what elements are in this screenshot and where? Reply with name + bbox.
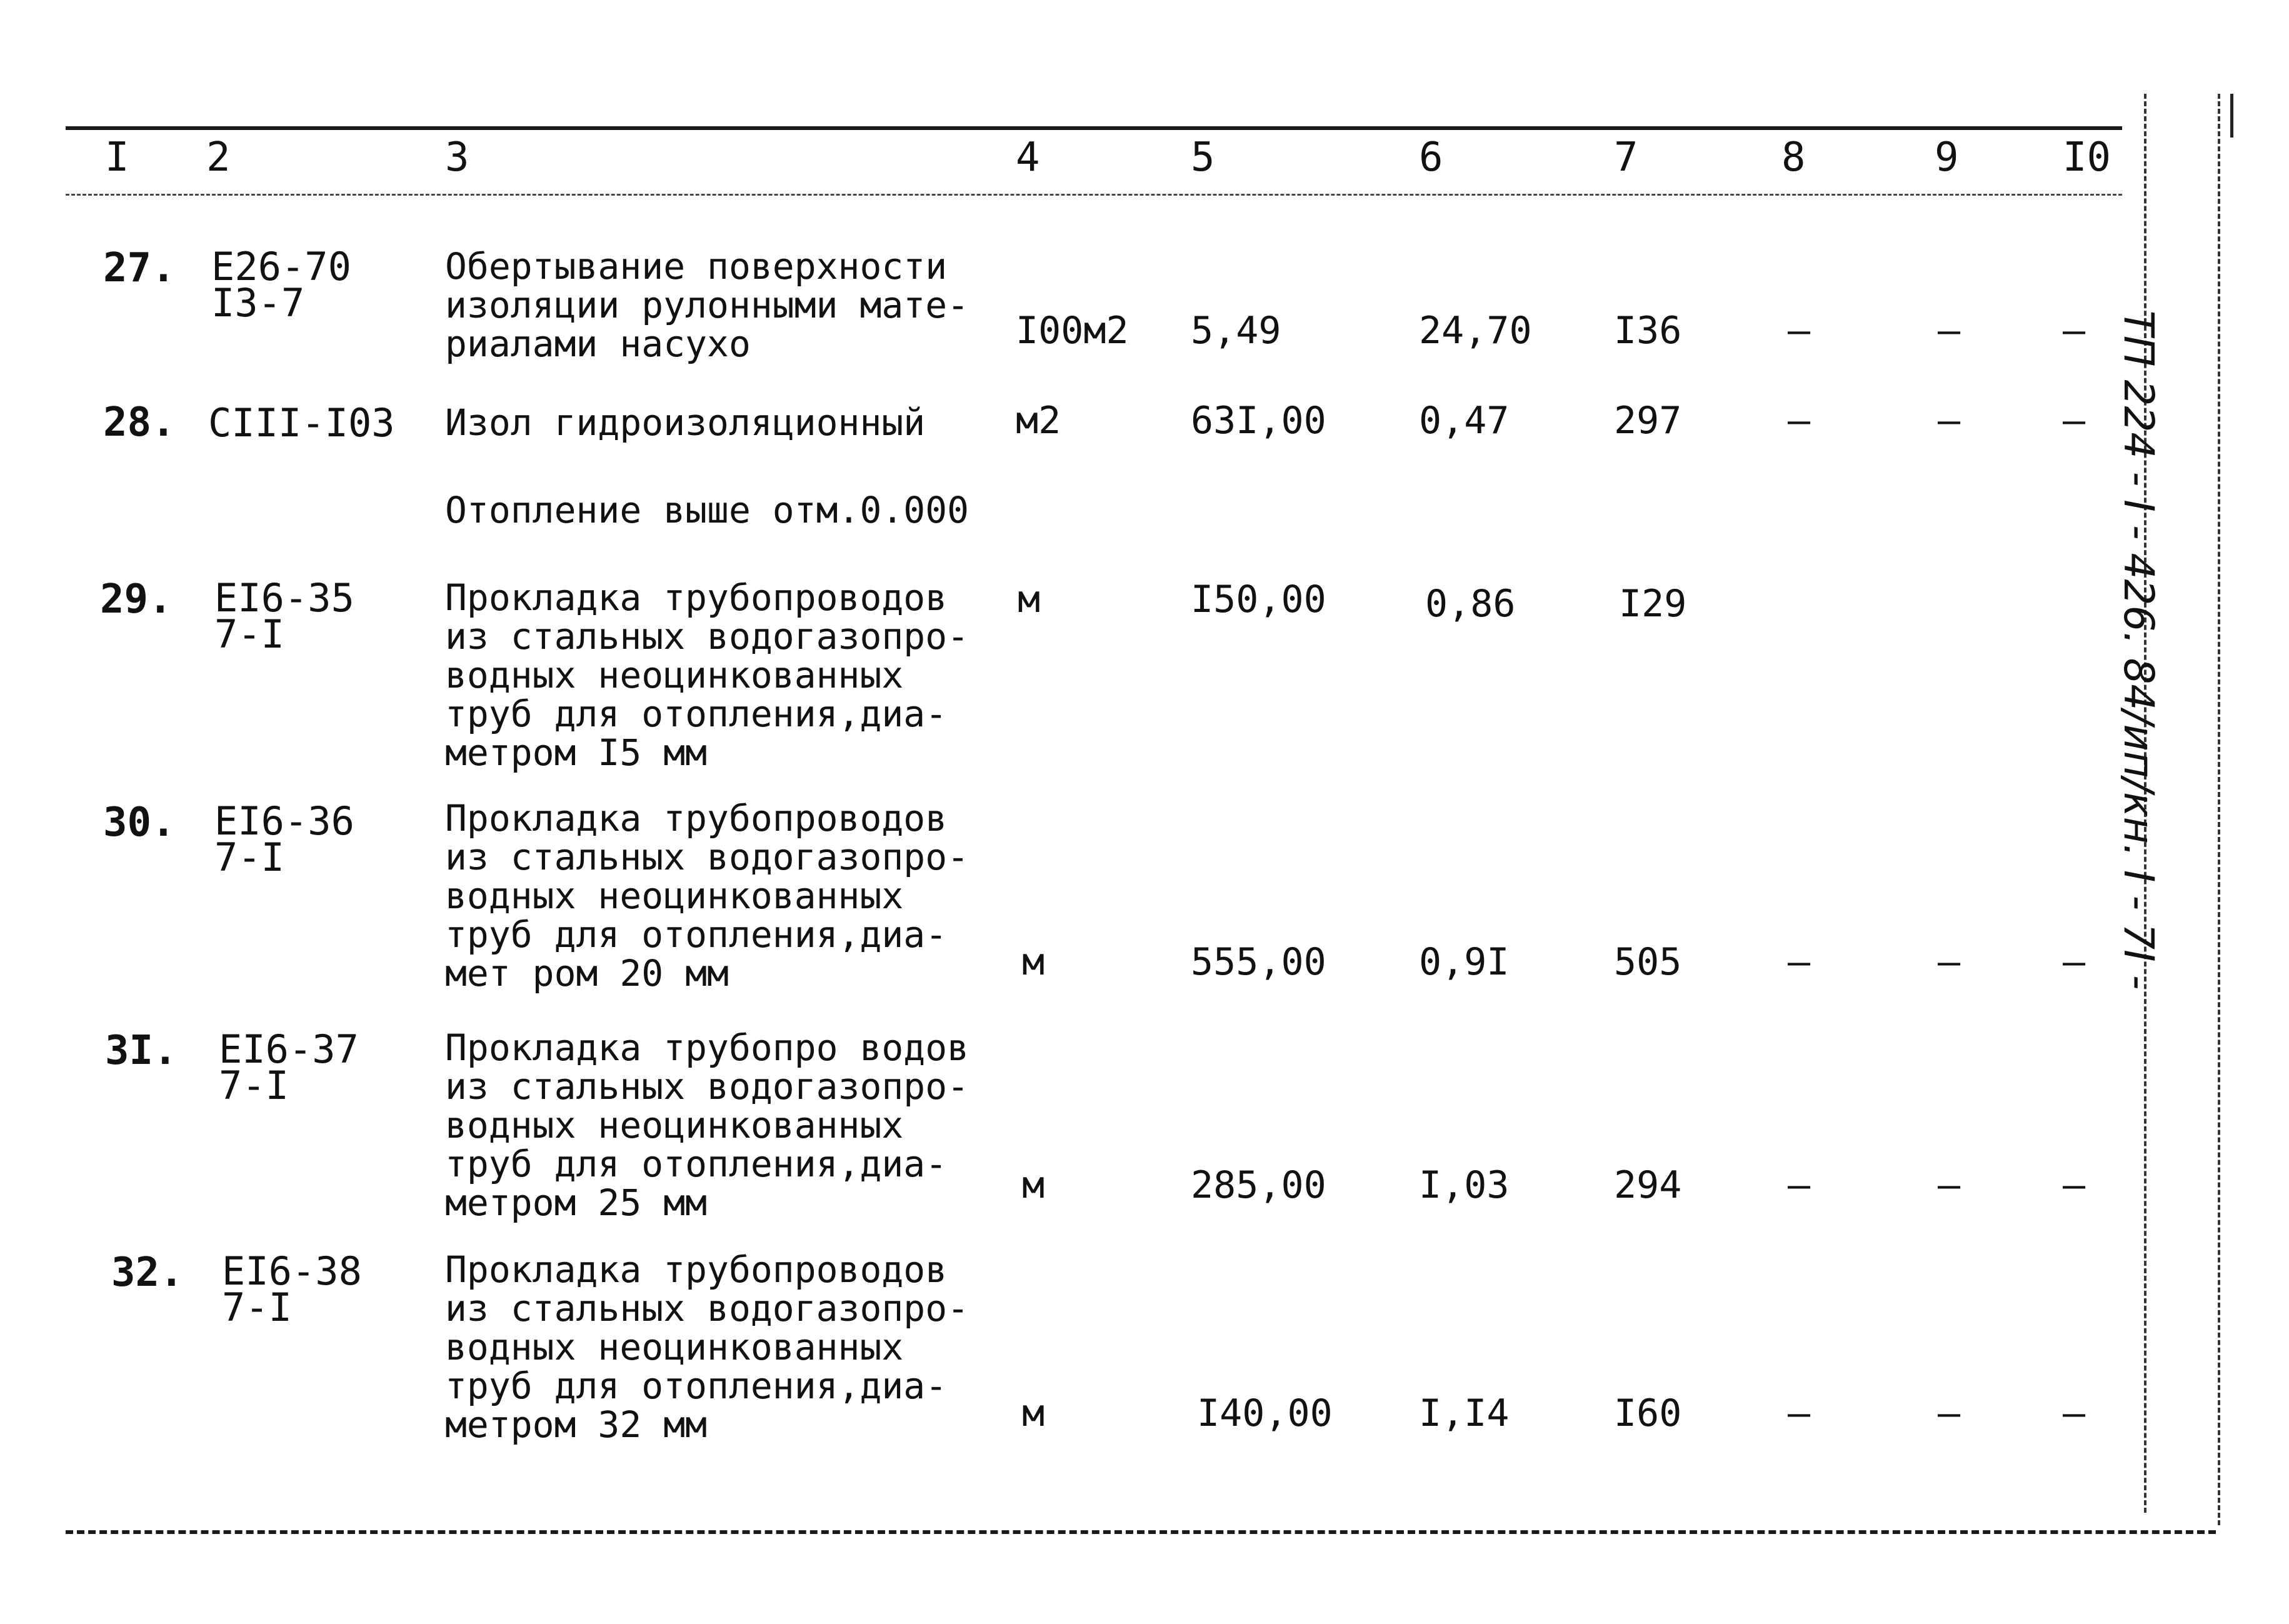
col9-value: – <box>1938 399 1961 443</box>
col8-value: – <box>1788 309 1811 353</box>
row-number: 3I. <box>105 1028 178 1074</box>
quantity: 63I,00 <box>1191 399 1326 443</box>
unit: I00м2 <box>1016 309 1129 353</box>
total: 505 <box>1614 940 1682 984</box>
work-description: Прокладка трубопроводов из стальных водогазопро- водных неоцинкованных труб для отопления,диа- метром 32 мм <box>445 1248 969 1446</box>
total: I36 <box>1614 309 1682 353</box>
row-number: 32. <box>111 1250 184 1296</box>
total: I60 <box>1614 1391 1682 1435</box>
unit: м <box>1022 940 1045 984</box>
col8-value: – <box>1788 940 1811 984</box>
work-description: Прокладка трубопроводов из стальных водогазопро- водных неоцинкованных труб для отопления,диа- метром I5 мм <box>445 576 969 774</box>
norm-code: EI6-37 7-I <box>219 1026 359 1108</box>
col10-value: – <box>2063 1163 2086 1207</box>
norm-code: CIII-I03 <box>208 400 395 446</box>
row-number: 27. <box>103 245 176 291</box>
norm-code: EI6-38 7-I <box>222 1248 362 1330</box>
col10-value: – <box>2063 1391 2086 1435</box>
col10-value: – <box>2063 309 2086 353</box>
col8-value: – <box>1788 399 1811 443</box>
row-number: 29. <box>100 576 173 623</box>
section-heading: Отопление выше отм.0.000 <box>445 489 969 531</box>
col9-value: – <box>1938 1163 1961 1207</box>
col-header-8: 8 <box>1781 134 1806 181</box>
unit-price: 0,86 <box>1425 582 1516 626</box>
unit: м2 <box>1016 399 1061 443</box>
norm-code: EI6-35 7-I <box>214 575 354 657</box>
unit: м <box>1018 578 1041 621</box>
unit-price: I,03 <box>1419 1163 1510 1207</box>
unit-price: I,I4 <box>1419 1391 1510 1435</box>
document-code-stamp: ТП 224 - I - 426. 84/ип/кн. I - 7I - <box>2115 310 2163 990</box>
unit-price: 0,47 <box>1419 399 1510 443</box>
quantity: 5,49 <box>1191 309 1281 353</box>
unit-price: 0,9I <box>1419 940 1510 984</box>
quantity: 555,00 <box>1191 940 1326 984</box>
col-header-3: 3 <box>445 134 469 181</box>
work-description: Прокладка трубопроводов из стальных водогазопро- водных неоцинкованных труб для отопления,диа- мет ром 20 мм <box>445 797 969 995</box>
margin-tick <box>2230 94 2233 138</box>
bottom-rule <box>66 1530 2216 1534</box>
unit-price: 24,70 <box>1419 309 1532 353</box>
row-number: 28. <box>103 399 176 446</box>
total: I29 <box>1619 582 1687 626</box>
margin-line-right <box>2218 94 2220 1525</box>
row-number: 30. <box>103 799 176 846</box>
col-header-7: 7 <box>1614 134 1638 181</box>
col-header-1: I <box>105 134 129 181</box>
col9-value: – <box>1938 940 1961 984</box>
total: 294 <box>1614 1163 1682 1207</box>
top-rule <box>66 126 2122 130</box>
norm-code: EI6-36 7-I <box>214 798 354 880</box>
quantity: 285,00 <box>1191 1163 1326 1207</box>
work-description: Обертывание поверхности изоляции рулонными мате- риалами насухо <box>445 245 969 365</box>
unit: м <box>1022 1391 1045 1435</box>
col-header-5: 5 <box>1191 134 1215 181</box>
col10-value: – <box>2063 399 2086 443</box>
col10-value: – <box>2063 940 2086 984</box>
quantity: I50,00 <box>1191 578 1326 621</box>
quantity: I40,00 <box>1197 1391 1333 1435</box>
unit: м <box>1022 1163 1045 1207</box>
col-header-10: I0 <box>2063 134 2111 181</box>
col-header-2: 2 <box>206 134 231 181</box>
col-header-6: 6 <box>1419 134 1443 181</box>
col8-value: – <box>1788 1391 1811 1435</box>
work-description: Изол гидроизоляционный <box>445 401 926 444</box>
col9-value: – <box>1938 1391 1961 1435</box>
col-header-9: 9 <box>1935 134 1959 181</box>
col-header-4: 4 <box>1016 134 1040 181</box>
col8-value: – <box>1788 1163 1811 1207</box>
header-separator <box>66 194 2122 196</box>
col9-value: – <box>1938 309 1961 353</box>
total: 297 <box>1614 399 1682 443</box>
work-description: Прокладка трубопро водов из стальных водогазопро- водных неоцинкованных труб для отопления,диа- метром 25 мм <box>445 1026 969 1224</box>
norm-code: E26-70 I3-7 <box>211 244 351 326</box>
